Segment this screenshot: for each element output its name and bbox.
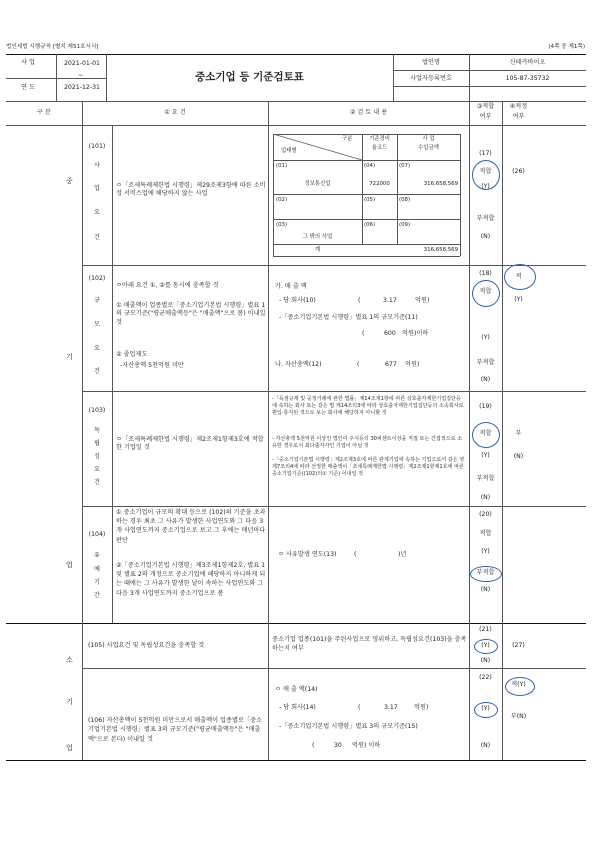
form-reference: 법인세법 시행규칙 [별지 제51호서식] — [6, 44, 99, 50]
r102-fit-no-label: 부적합 — [476, 359, 495, 366]
r101-fit-n: (N) — [480, 233, 491, 240]
r102-a-self-value: 3.17 — [383, 297, 397, 304]
r104-title-3: 기 — [94, 579, 100, 586]
section-small-char-1: 소 — [66, 656, 73, 664]
r102-a-paren: ( — [358, 297, 361, 304]
r106-rule-paren: ( — [312, 742, 315, 749]
r104-review: ㅇ 사유발생 연도(13) — [278, 551, 337, 558]
r103-review-1: -「독점규제 및 공정거래에 관한 법률」제14조제1항에 따른 상호출자제한기업집단등에 속하는 회사 또는 같은 법 제14조의3에 따라 상호출자제한기업집단등의 소속회사로 편입·통지된 것으로 보는 회사에 해당하지 아니할 것 — [272, 396, 464, 417]
r103-title-1: 독 — [94, 427, 100, 434]
inner-row1-revenue: 316,658,569 — [423, 181, 458, 187]
inner-header-biz: 업태별 — [281, 148, 297, 154]
fiscal-year-label-2: 연 도 — [21, 84, 35, 91]
col-adequacy-1: ④적정 — [509, 103, 528, 110]
section-sme-char-3: 업 — [66, 561, 73, 569]
inner-row2-no1: (02) — [276, 197, 288, 203]
r104-fit-y: (Y) — [481, 548, 490, 555]
inner-row3-no2: (06) — [364, 222, 376, 228]
r101-title-3: 요 — [94, 209, 100, 216]
inner-row2-no2: (05) — [364, 197, 376, 203]
r103-title-3: 성 — [94, 453, 100, 460]
r104-title-2: 예 — [94, 566, 100, 573]
r101-fit-y: (Y) — [481, 183, 490, 190]
r103-title-4: 요 — [94, 466, 100, 473]
r106-adequacy-no: 부(N) — [510, 713, 527, 720]
inner-header-code-1: 기준경비 — [369, 136, 390, 142]
r102-req-4: -자산총액 5천억원 미만 — [120, 362, 184, 369]
r102-a-rule-paren: ( — [362, 330, 365, 337]
inner-row3-no1: (03) — [276, 222, 288, 228]
inner-row1-code: 722000 — [369, 181, 390, 187]
inner-row1-no2: (04) — [364, 163, 376, 169]
r106-self-value: 3.17 — [384, 704, 398, 711]
inner-total-label: 계 — [314, 247, 321, 253]
r106-rule-unit: 억원) 이하 — [352, 742, 381, 749]
r104-fit-n: (N) — [480, 586, 491, 593]
r103-review-2: - 자산총액 5천억원 이상인 법인이 주식등의 30퍼센트이상을 직접 또는 간접적으로 소유한 경우로서 최다출자자인 기업이 아닐 것 — [272, 436, 463, 450]
section-sme-char-1: 중 — [66, 177, 73, 185]
section-small-char-3: 업 — [66, 744, 73, 752]
inner-header-rev-2: 수입금액 — [418, 145, 439, 151]
page-indicator: (4쪽 중 제1쪽) — [548, 44, 585, 50]
r101-fit-no-label: 부적합 — [476, 215, 495, 222]
r104-title-4: 간 — [94, 592, 100, 599]
biz-no-label: 사업자등록번호 — [410, 75, 452, 82]
r102-a-rule: -「중소기업기본법 시행령」별표 1의 규모기준(11) — [279, 314, 418, 321]
r104-review-paren: ( — [354, 551, 357, 558]
fiscal-year-label-1: 사 업 — [21, 59, 35, 66]
inner-row3-no3: (09) — [399, 222, 411, 228]
r105-fit-y: (Y) — [481, 642, 490, 649]
r102-adequacy-yes: 적 — [515, 273, 522, 280]
r106-fit-y: (Y) — [481, 705, 490, 712]
inner-row1-no3: (07) — [399, 163, 411, 169]
corp-name: 신테카바이오 — [509, 59, 546, 66]
r104-review-end: )년 — [398, 551, 407, 558]
r102-a-rule-value: 600 — [384, 330, 396, 337]
r103-fit-yes: 적합 — [479, 430, 492, 437]
r101-adequacy-number: (26) — [512, 168, 525, 175]
r103-title-5: 건 — [94, 479, 100, 486]
r102-fit-y: (Y) — [481, 334, 490, 341]
r102-req-2: ① 매출액이 업종별로「중소기업기본법 시행령」별표 1의 규모기준("평균매출액등"은 "매출액"으로 봄) 이내일 것 — [116, 302, 266, 326]
r102-number: (102) — [88, 275, 106, 282]
r102-b-unit: 억원) — [405, 361, 420, 368]
r105-requirement: (105) 사업요건 및 독립성요건을 충족할 것 — [88, 642, 205, 649]
corp-name-label: 법인명 — [422, 59, 440, 66]
r104-fit-number: (20) — [479, 511, 492, 518]
r101-number: (101) — [88, 143, 106, 150]
r106-self: - 당 회사(14) — [279, 704, 316, 711]
col-review: ② 검 토 내 용 — [349, 109, 388, 116]
r102-a-rule-unit: 억원)이하 — [402, 330, 429, 337]
inner-header-rev-1: 사 업 — [422, 136, 435, 142]
r104-fit-no-label: 부적합 — [476, 569, 495, 576]
r101-title-1: 사 — [94, 162, 100, 169]
r106-unit: 억원) — [414, 704, 429, 711]
r106-adequacy-yes: 적(Y) — [511, 681, 526, 688]
r105-review: 중소기업 업종(101)을 주된사업으로 영위하고, 독립성요건(103)을 충족하는지 여부 — [272, 636, 467, 653]
r102-adequacy-y: (Y) — [514, 296, 523, 303]
r102-fit-n: (N) — [480, 376, 491, 383]
r105-adequacy-number: (27) — [512, 642, 525, 649]
r101-fit-yes: 적합 — [479, 168, 492, 175]
r103-requirement: ㅇ「조세특례제한법 시행령」제2조제1항제3호에 적합한 기업일 것 — [116, 436, 264, 452]
r106-rule-value: 30 — [334, 742, 342, 749]
r102-req-1: ㅇ아래 요건 ①, ②를 동시에 충족할 것 — [116, 282, 219, 289]
r104-req-1: ① 중소기업이 규모의 확대 등으로 (102)의 기준을 초과하는 경우 최초 그 사유가 발생한 사업연도와 그 다음 3개 사업연도까지 중소기업으로 보고 그 후에는 매년마다 판단 — [116, 509, 266, 544]
r102-fit-number: (18) — [479, 270, 492, 277]
r104-number: (104) — [88, 531, 106, 538]
r102-title-3: 요 — [94, 345, 100, 352]
r106-fit-number: (22) — [479, 674, 492, 681]
r105-fit-number: (21) — [479, 626, 492, 633]
r102-a-self: - 당 회사(10) — [279, 297, 316, 304]
r104-title-1: 유 — [94, 552, 100, 559]
r103-fit-number: (19) — [479, 403, 492, 410]
r102-req-3: ② 졸업제도 — [116, 351, 148, 358]
r106-rule: -「중소기업기본법 시행령」별표 3의 규모기준(15) — [279, 723, 418, 730]
inner-total: 316,658,569 — [423, 247, 458, 253]
period-tilde: ~ — [78, 72, 84, 79]
col-adequacy-2: 여부 — [512, 113, 525, 120]
r103-title-2: 립 — [94, 440, 100, 447]
r104-fit-yes: 적합 — [479, 530, 492, 537]
r103-adequacy-n: (N) — [513, 453, 524, 460]
r102-b-paren: ( — [357, 361, 360, 368]
r106-fit-n: (N) — [480, 742, 491, 749]
r101-requirement: ㅇ「조세특례제한법 시행령」제29조제3항에 따른 소비성 서비스업에 해당하지 않는 사업 — [116, 182, 266, 198]
period-end: 2021-12-31 — [64, 84, 100, 91]
r102-b-value: 677 — [385, 361, 397, 368]
r103-fit-n: (N) — [480, 494, 491, 501]
r102-a-title: 가. 매 출 액 — [275, 283, 307, 290]
r103-fit-no-label: 부적합 — [476, 475, 495, 482]
inner-row1-no1: (01) — [276, 163, 288, 169]
biz-no: 105-87-35732 — [505, 75, 550, 82]
section-sme-char-2: 기 — [66, 353, 73, 361]
r102-title-2: 모 — [94, 321, 100, 328]
r106-requirement: (106) 자산총액이 5천억원 미만으로서 매출액이 업종별로「중소기업기본법 시행령」별표 3의 규모기준("평균매출액등"은 "매출액"으로 본다) 이내일 것 — [88, 717, 263, 743]
r102-title-4: 건 — [94, 368, 100, 375]
inner-header-gubun: 구분 — [342, 136, 353, 142]
col-fit-2: 여부 — [479, 113, 492, 120]
inner-header-code-2: 율코드 — [371, 145, 388, 151]
section-small-char-2: 기 — [66, 698, 73, 706]
r103-fit-y: (Y) — [481, 452, 490, 459]
col-fit-1: ③적합 — [476, 103, 495, 110]
r106-self-paren: ( — [358, 704, 361, 711]
r104-req-2: ②「중소기업기본법 시행령」제3조제1항제2호, 별표 1 및 별표 2의 개정으로 중소기업에 해당하지 아니하게 되는 때에는 그 사유가 발생한 날이 속하는 사업연도와 그 다음 3개 사업연도까지 중소기업으로 봄 — [116, 562, 266, 597]
period-start: 2021-01-01 — [64, 60, 100, 67]
r106-title: ㅇ 매 출 액(14) — [275, 686, 318, 693]
r105-fit-n: (N) — [480, 657, 491, 664]
r102-b-title: 나. 자산총액(12) — [275, 361, 322, 368]
inner-row3-name: 그 밖의 사업 — [302, 234, 333, 240]
r103-adequacy-no: 부 — [515, 430, 522, 437]
r102-fit-yes: 적합 — [479, 288, 492, 295]
r102-title-1: 규 — [94, 297, 100, 304]
r101-fit-number: (17) — [479, 150, 492, 157]
col-category: 구 분 — [37, 109, 51, 116]
r102-a-unit: 억원) — [415, 297, 430, 304]
form-title: 중소기업 등 기준검토표 — [195, 71, 304, 83]
inner-row1-name: 정보통신업 — [304, 181, 331, 187]
r101-title-2: 업 — [94, 185, 100, 192]
col-requirement: ① 요 건 — [164, 109, 186, 116]
r101-title-4: 건 — [94, 234, 100, 241]
inner-row2-no3: (08) — [399, 197, 411, 203]
r103-number: (103) — [88, 407, 106, 414]
r103-review-3: -「중소기업기본법 시행령」제2조제3호에 따른 관계기업에 속하는 기업으로서 같은 영 제7조의4에 따라 산정한 매출액이「조세특례제한법 시행령」제2조제1항제1호에 따른 중소기업기준((102)의① 기준) 이내일 것 — [272, 457, 465, 478]
